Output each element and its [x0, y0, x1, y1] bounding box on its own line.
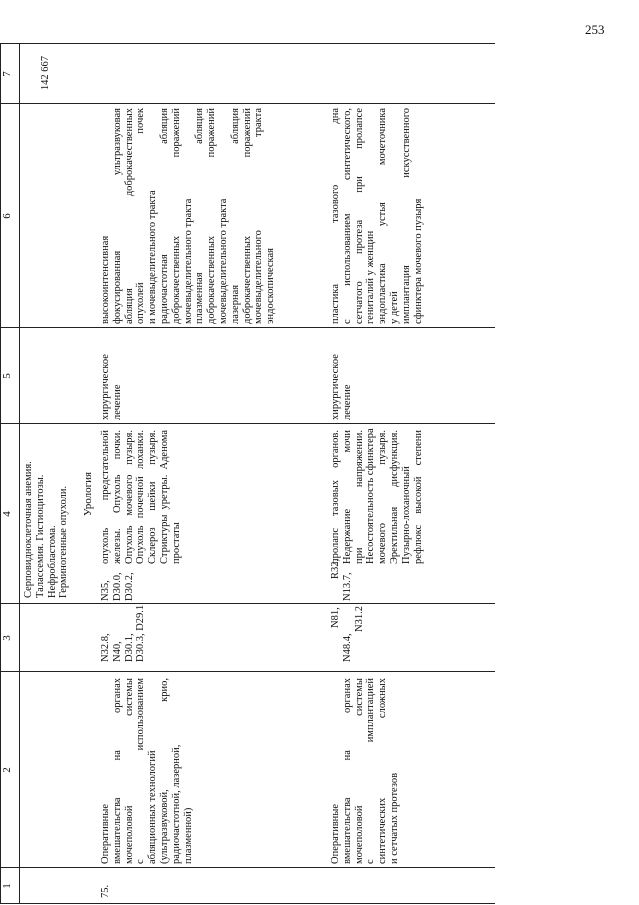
text-line: с имплантацией [365, 678, 377, 864]
text-line: сетчатого протеза при пролапсе [353, 108, 365, 324]
continuation-diseases [23, 428, 70, 598]
text-line: пролапс тазовых органов. [330, 430, 341, 564]
col-divider-4 [0, 423, 495, 424]
code-line: D30.2, [123, 572, 135, 601]
text-line: мочевыделительного тракта [182, 198, 194, 324]
code-line: R32, [330, 558, 341, 579]
code-line: D30.1, [123, 633, 135, 662]
disease-text [100, 430, 183, 564]
text-line: эндоскопическая [265, 248, 277, 324]
text-line: абляция доброкачественных [123, 108, 135, 324]
text-line: Эректильная дисфункция. [388, 430, 400, 564]
text-line: вмешательства на органах [341, 678, 353, 864]
text-line: железы. Опухоль почки. [111, 430, 123, 564]
method-text [100, 108, 277, 324]
text-line: радиочастотной, лазерной, [170, 744, 182, 864]
section-title: Урология [82, 471, 94, 517]
column-number-3: 3 [1, 635, 13, 641]
text-line: эндопластика устья мочеточника [377, 108, 389, 324]
text-line: Оперативные [330, 803, 341, 864]
text-line: доброкачественных поражений [170, 108, 182, 324]
col-divider-6 [0, 103, 495, 104]
text-line: плазменная абляция [194, 108, 206, 324]
text-line: абляционных технологий [147, 750, 159, 864]
disease-text [330, 430, 424, 564]
text-line: Недержание мочи [341, 430, 353, 564]
text-line: Опухоль почечной лоханки. [135, 430, 147, 564]
column-number-4: 4 [1, 511, 13, 517]
continuation-line: Нефробластома. [46, 525, 58, 598]
text-line: рефлюкс высокой степени [412, 430, 424, 564]
text-line: хирургическое [100, 354, 111, 420]
column-number-5: 5 [1, 373, 13, 379]
text-line: Стриктуры уретры. Аденома [158, 430, 170, 564]
code-line: N35, [100, 580, 111, 601]
text-line: мочевого пузыря. [377, 430, 389, 564]
column-number-2: 2 [1, 767, 13, 773]
col-divider-1 [0, 867, 495, 868]
code-line: N13.7, [341, 572, 353, 601]
text-line: опухолей почек [135, 108, 147, 324]
code-line: D30.0, [111, 572, 123, 601]
intervention-text [330, 678, 401, 864]
icd-codes [330, 604, 365, 668]
table-border-right [0, 43, 495, 44]
row-number: 75. [100, 884, 111, 898]
page-number: 253 [585, 22, 605, 37]
text-line: с использованием синтетического, [341, 108, 353, 324]
continuation-line: Талассемия. Гистиоцитозы. [34, 474, 46, 598]
code-line: N32.8, [100, 633, 111, 662]
text-line: лечение [341, 384, 353, 420]
text-line: мочеполовой системы [353, 678, 365, 864]
text-line: доброкачественных поражений [241, 108, 253, 324]
text-line: (ультразвуковой, крио, [158, 678, 170, 864]
treatment-type [330, 332, 354, 420]
column-number-1: 1 [1, 883, 13, 889]
text-line: вмешательства на органах [111, 678, 123, 864]
text-line: при напряжении. [353, 430, 365, 564]
code-line: N81, [330, 607, 341, 628]
header-top-line [0, 44, 1, 904]
text-line: опухоль предстательной [100, 430, 111, 564]
text-line: простаты [170, 522, 182, 564]
text-line: фокусированная ультразвуковая [111, 108, 123, 324]
text-line: с использованием [135, 678, 147, 864]
text-line: Опухоль мочевого пузыря. [123, 430, 135, 564]
code-line: N40, [111, 641, 123, 662]
text-line: доброкачественных поражений [206, 108, 218, 324]
continuation-line: Серповидноклеточная анемия. [23, 461, 34, 598]
text-line: Пузырно-лоханочный [400, 466, 412, 564]
text-line: Несостоятельность сфинктера [365, 428, 377, 564]
text-line: лечение [111, 384, 123, 420]
cost-value: 142 667 [40, 55, 51, 91]
text-line: хирургическое [330, 354, 341, 420]
col-divider-3 [0, 603, 495, 604]
text-line: и сетчатых протезов [388, 772, 400, 864]
rotated-table [0, 44, 495, 904]
icd-codes-col2 [100, 561, 135, 601]
text-line: мочевыделительного тракта [217, 198, 229, 324]
code-line: D30.3, D29.1 [135, 604, 147, 662]
col-divider-2 [0, 671, 495, 672]
text-line: лазерная абляция [229, 108, 241, 324]
text-line: высокоинтенсивная [100, 235, 111, 324]
treatment-type [100, 332, 124, 420]
text-line: Склероз шейки пузыря. [147, 430, 159, 564]
text-line: синтетических сложных [377, 678, 389, 864]
text-line: пластика тазового дна [330, 108, 341, 324]
text-line: у детей [388, 291, 400, 324]
code-line: N31.2 [353, 606, 365, 632]
text-line: мочеполовой системы [123, 678, 135, 864]
text-line: имплантация искусственного [400, 108, 412, 324]
continuation-line: Герминогенные опухоли. [58, 485, 70, 598]
text-line: мочевыделительного тракта [253, 108, 265, 324]
code-line: N48.4, [341, 633, 353, 662]
text-line: Оперативные [100, 803, 111, 864]
intervention-text [100, 678, 194, 864]
text-line: радиочастотная абляция [158, 108, 170, 324]
method-text [330, 108, 424, 324]
table-border-left [0, 903, 495, 904]
icd-codes-col2 [330, 558, 354, 601]
text-line: и мочевыделительного тракта [147, 190, 159, 324]
text-line: сфинктера мочевого пузыря [412, 198, 424, 324]
column-number-7: 7 [1, 71, 13, 77]
text-line: гениталий у женщин [365, 230, 377, 324]
col-divider-5 [0, 327, 495, 328]
column-number-6: 6 [1, 213, 13, 219]
header-bottom-line [19, 44, 20, 904]
text-line: плазменной) [182, 807, 194, 864]
